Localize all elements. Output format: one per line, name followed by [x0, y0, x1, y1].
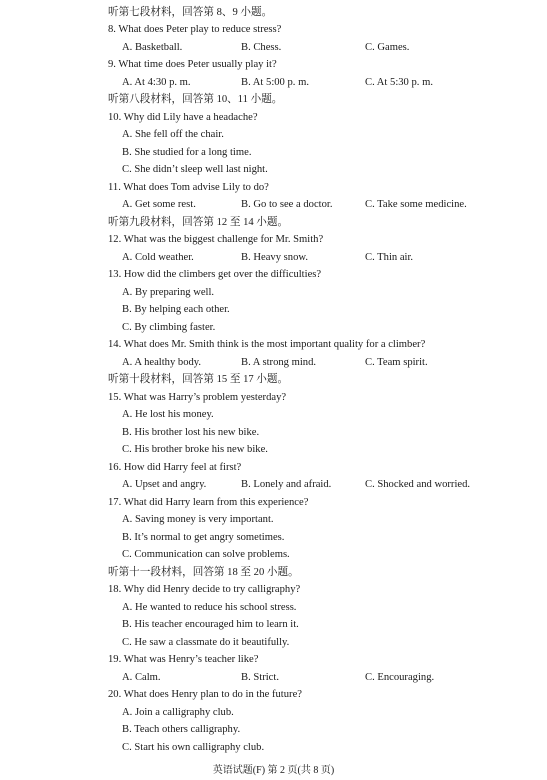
question-10: 10. Why did Lily have a headache? — [108, 112, 258, 123]
q11-option-c: C. Take some medicine. — [365, 199, 467, 210]
q18-option-c: C. He saw a classmate do it beautifully. — [122, 637, 290, 648]
question-16: 16. How did Harry feel at first? — [108, 462, 242, 473]
q14-option-c: C. Team spirit. — [365, 357, 428, 368]
q9-option-c: C. At 5:30 p. m. — [365, 77, 433, 88]
q12-option-a: A. Cold weather. — [122, 252, 194, 263]
q17-option-a: A. Saving money is very important. — [122, 514, 274, 525]
q8-option-c: C. Games. — [365, 42, 410, 53]
q15-option-a: A. He lost his money. — [122, 409, 214, 420]
question-20: 20. What does Henry plan to do in the future? — [108, 689, 302, 700]
q8-option-b: B. Chess. — [241, 42, 282, 53]
question-19: 19. What was Henry’s teacher like? — [108, 654, 259, 665]
q14-option-b: B. A strong mind. — [241, 357, 317, 368]
question-11: 11. What does Tom advise Lily to do? — [108, 182, 269, 193]
page-footer: 英语试题(F) 第 2 页(共 8 页) — [212, 765, 335, 776]
q10-option-b: B. She studied for a long time. — [122, 147, 252, 158]
question-8: 8. What does Peter play to reduce stress? — [108, 24, 282, 35]
q19-option-c: C. Encouraging. — [365, 672, 435, 683]
q13-option-a: A. By preparing well. — [122, 287, 215, 298]
question-18: 18. Why did Henry decide to try calligraphy? — [108, 584, 301, 595]
q20-option-c: C. Start his own calligraphy club. — [122, 742, 265, 753]
question-17: 17. What did Harry learn from this experience? — [108, 497, 309, 508]
question-13: 13. How did the climbers get over the difficulties? — [108, 269, 322, 280]
q18-option-a: A. He wanted to reduce his school stress. — [122, 602, 297, 613]
q9-option-b: B. At 5:00 p. m. — [241, 77, 309, 88]
section-heading: 听第十一段材料，回答第 18 至 20 小题。 — [108, 567, 299, 578]
q13-option-c: C. By climbing faster. — [122, 322, 216, 333]
section-heading: 听第八段材料，回答第 10、11 小题。 — [108, 94, 283, 105]
q8-option-a: A. Basketball. — [122, 42, 183, 53]
question-9: 9. What time does Peter usually play it? — [108, 59, 277, 70]
q16-option-c: C. Shocked and worried. — [365, 479, 471, 490]
q16-option-b: B. Lonely and afraid. — [241, 479, 332, 490]
q19-option-a: A. Calm. — [122, 672, 161, 683]
q18-option-b: B. His teacher encouraged him to learn it. — [122, 619, 299, 630]
q17-option-c: C. Communication can solve problems. — [122, 549, 290, 560]
q17-option-b: B. It’s normal to get angry sometimes. — [122, 532, 285, 543]
q10-option-a: A. She fell off the chair. — [122, 129, 224, 140]
q10-option-c: C. She didn’t sleep well last night. — [122, 164, 268, 175]
q20-option-a: A. Join a calligraphy club. — [122, 707, 234, 718]
section-heading: 听第九段材料，回答第 12 至 14 小题。 — [108, 217, 289, 228]
q16-option-a: A. Upset and angry. — [122, 479, 207, 490]
q13-option-b: B. By helping each other. — [122, 304, 230, 315]
q14-option-a: A. A healthy body. — [122, 357, 202, 368]
question-15: 15. What was Harry’s problem yesterday? — [108, 392, 287, 403]
q11-option-b: B. Go to see a doctor. — [241, 199, 333, 210]
q15-option-c: C. His brother broke his new bike. — [122, 444, 268, 455]
q11-option-a: A. Get some rest. — [122, 199, 196, 210]
q9-option-a: A. At 4:30 p. m. — [122, 77, 191, 88]
q12-option-b: B. Heavy snow. — [241, 252, 308, 263]
q12-option-c: C. Thin air. — [365, 252, 414, 263]
section-heading: 听第七段材料，回答第 8、9 小题。 — [108, 7, 273, 18]
q15-option-b: B. His brother lost his new bike. — [122, 427, 260, 438]
q19-option-b: B. Strict. — [241, 672, 279, 683]
question-14: 14. What does Mr. Smith think is the most important quality for a climber? — [108, 339, 426, 350]
question-12: 12. What was the biggest challenge for Mr. Smith? — [108, 234, 324, 245]
section-heading: 听第十段材料，回答第 15 至 17 小题。 — [108, 374, 289, 385]
q20-option-b: B. Teach others calligraphy. — [122, 724, 241, 735]
